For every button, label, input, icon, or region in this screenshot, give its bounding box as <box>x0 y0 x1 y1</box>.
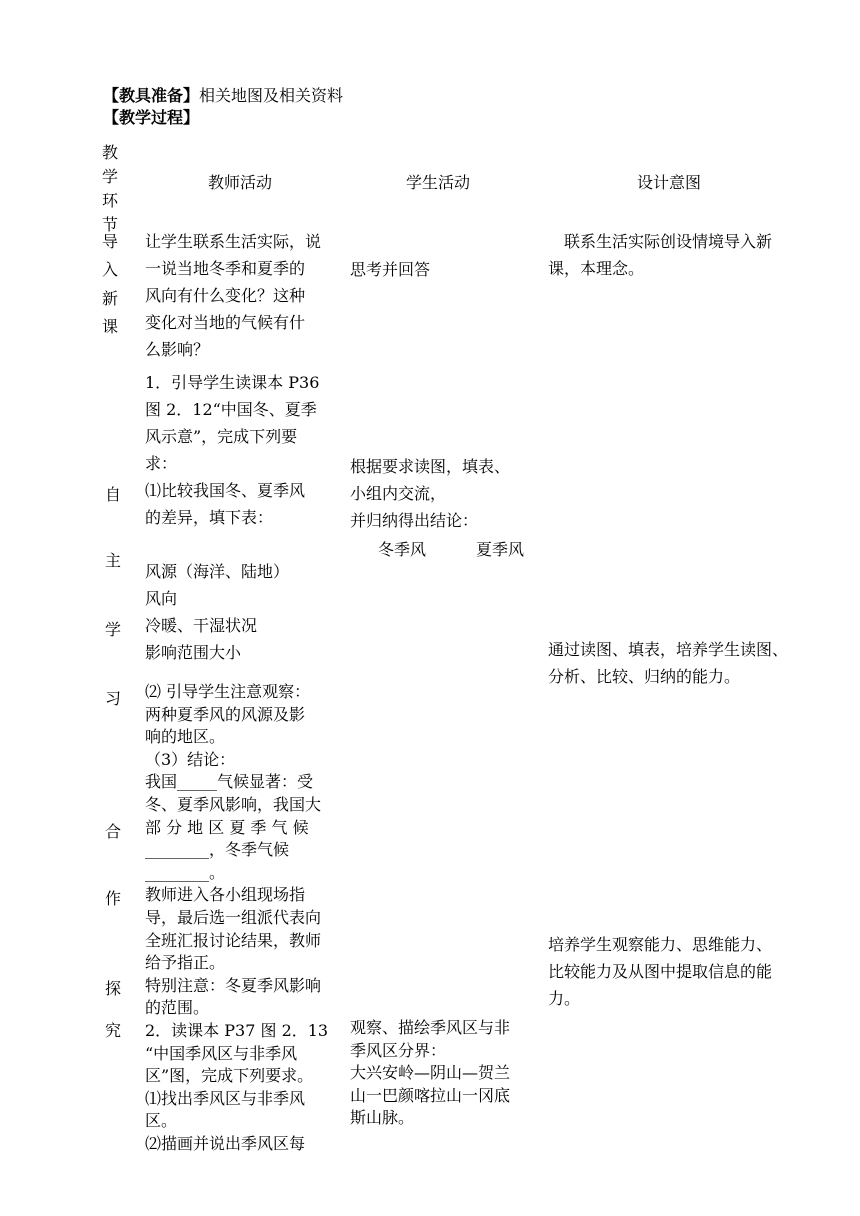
self-study-student-activity-b <box>350 1017 510 1130</box>
design-intent-header: 设计意图 <box>637 173 702 192</box>
stage-char: 自 <box>104 485 121 504</box>
teacher-activity-header: 教师活动 <box>208 173 273 192</box>
text-line: 的差异，填下表： <box>145 508 274 527</box>
winter-monsoon-header: 冬季风 <box>378 540 427 559</box>
teaching-aids-heading: 【教具准备】 <box>103 86 200 105</box>
text-line: 特别注意：冬夏季风影响 <box>145 975 322 995</box>
text-line: 小组内交流， <box>350 484 447 503</box>
text-line: 区”图，完成下列要求。 <box>145 1066 314 1086</box>
text-line: 风向有什么变化？这种 <box>145 286 306 305</box>
text-line: ⑴比较我国冬、夏季风 <box>145 481 306 500</box>
text-line: 大兴安岭—阴山—贺兰 <box>350 1063 511 1083</box>
stage-header-char: 环 <box>101 191 118 210</box>
stage-char: 学 <box>104 620 121 639</box>
text-line: 力。 <box>548 989 581 1008</box>
text-line: 风源（海洋、陆地） <box>145 562 290 581</box>
text-line: 影响范围大小 <box>145 643 242 662</box>
text-line: 导，最后选一组派代表向 <box>145 907 322 927</box>
intro-stage-char: 导 <box>101 232 118 251</box>
text-line: 区。 <box>145 1111 178 1131</box>
text-line: 冬、夏季风影响，我国大 <box>145 794 322 814</box>
text-line: 观察、描绘季风区与非 <box>350 1018 511 1037</box>
text-line: 我国_____气候显著：受 <box>145 772 314 792</box>
text-line: 让学生联系生活实际，说 <box>145 232 322 251</box>
text-line: 斯山脉。 <box>350 1108 415 1128</box>
text-line: ⑵ 引导学生注意观察： <box>145 682 311 701</box>
text-line: 季风区分界： <box>350 1040 447 1060</box>
summer-monsoon-header: 夏季风 <box>476 540 525 559</box>
text-line: “中国季风区与非季风 <box>145 1043 298 1063</box>
text-line: 冷暖、干湿状况 <box>145 616 258 635</box>
text-line: 图 2．12“中国冬、夏季 <box>145 400 317 419</box>
text-line: ⑴找出季风区与非季风 <box>145 1088 306 1108</box>
intro-student-activity: 思考并回答 <box>350 260 431 279</box>
intro-stage-char: 新 <box>101 289 118 308</box>
teaching-aids-text: 相关地图及相关资料 <box>199 86 344 105</box>
text-line: 变化对当地的气候有什 <box>145 313 306 332</box>
text-line: 通过读图、填表，培养学生读图、 <box>548 640 789 659</box>
text-line: 比较能力及从图中提取信息的能 <box>548 962 773 981</box>
self-study-teacher-activity-b <box>145 681 328 1155</box>
text-line: 风示意”，完成下列要 <box>145 427 298 446</box>
stage-header-char: 学 <box>101 167 118 186</box>
text-line: 课，本理念。 <box>548 259 645 278</box>
stage-char: 探 <box>104 979 121 998</box>
text-line: （3）结论： <box>145 749 236 769</box>
text-line: 求： <box>145 454 178 473</box>
text-line: 一说当地冬季和夏季的 <box>145 259 306 278</box>
intro-teacher-activity <box>145 228 321 363</box>
text-line: 山一巴颜喀拉山一冈底 <box>350 1085 511 1105</box>
text-line: ⑵描画并说出季风区每 <box>145 1133 306 1153</box>
text-line: 部 分 地 区 夏 季 气 候 <box>145 817 309 837</box>
stage-char: 作 <box>104 889 121 908</box>
text-line: 培养学生观察能力、思维能力、 <box>548 935 773 954</box>
text-line: 分析、比较、归纳的能力。 <box>548 667 741 686</box>
student-activity-header: 学生活动 <box>406 173 471 192</box>
text-line: 根据要求读图，填表、 <box>350 457 511 476</box>
text-line: 2．读课本 P37 图 2．13 <box>145 1020 329 1040</box>
text-line: 两种夏季风的风源及影 <box>145 704 306 724</box>
text-line: 并归纳得出结论： <box>350 511 479 530</box>
intro-stage-char: 课 <box>101 317 118 336</box>
stage-char: 究 <box>104 1021 121 1040</box>
text-line: 么影响？ <box>145 340 210 359</box>
self-study-teacher-activity-a <box>145 369 319 666</box>
text-line: ________。 <box>145 862 226 882</box>
text-line: 1．引导学生读课本 P36 <box>145 373 320 392</box>
text-line: 教师进入各小组现场指 <box>145 885 306 905</box>
stage-char: 合 <box>104 822 121 841</box>
self-study-design-intent-a <box>548 636 788 690</box>
teaching-process-heading: 【教学过程】 <box>103 108 200 127</box>
intro-stage-char: 入 <box>101 260 118 279</box>
self-study-design-intent-b <box>548 931 772 1012</box>
text-line: 的范围。 <box>145 998 210 1018</box>
stage-header-char: 节 <box>101 215 118 234</box>
text-line: ________，冬季气候 <box>145 840 290 860</box>
text-line: 响的地区。 <box>145 727 226 747</box>
stage-header-char: 教 <box>101 143 118 162</box>
self-study-student-activity-a <box>350 453 510 534</box>
text-line <box>145 531 319 558</box>
intro-design-intent <box>548 228 772 282</box>
text-line: 联系生活实际创设情境导入新 <box>548 232 773 251</box>
text-line: 风向 <box>145 589 178 608</box>
stage-char: 主 <box>104 551 121 570</box>
text-line: 给予指正。 <box>145 953 226 973</box>
text-line: 全班汇报讨论结果，教师 <box>145 930 322 950</box>
stage-char: 习 <box>104 689 121 708</box>
